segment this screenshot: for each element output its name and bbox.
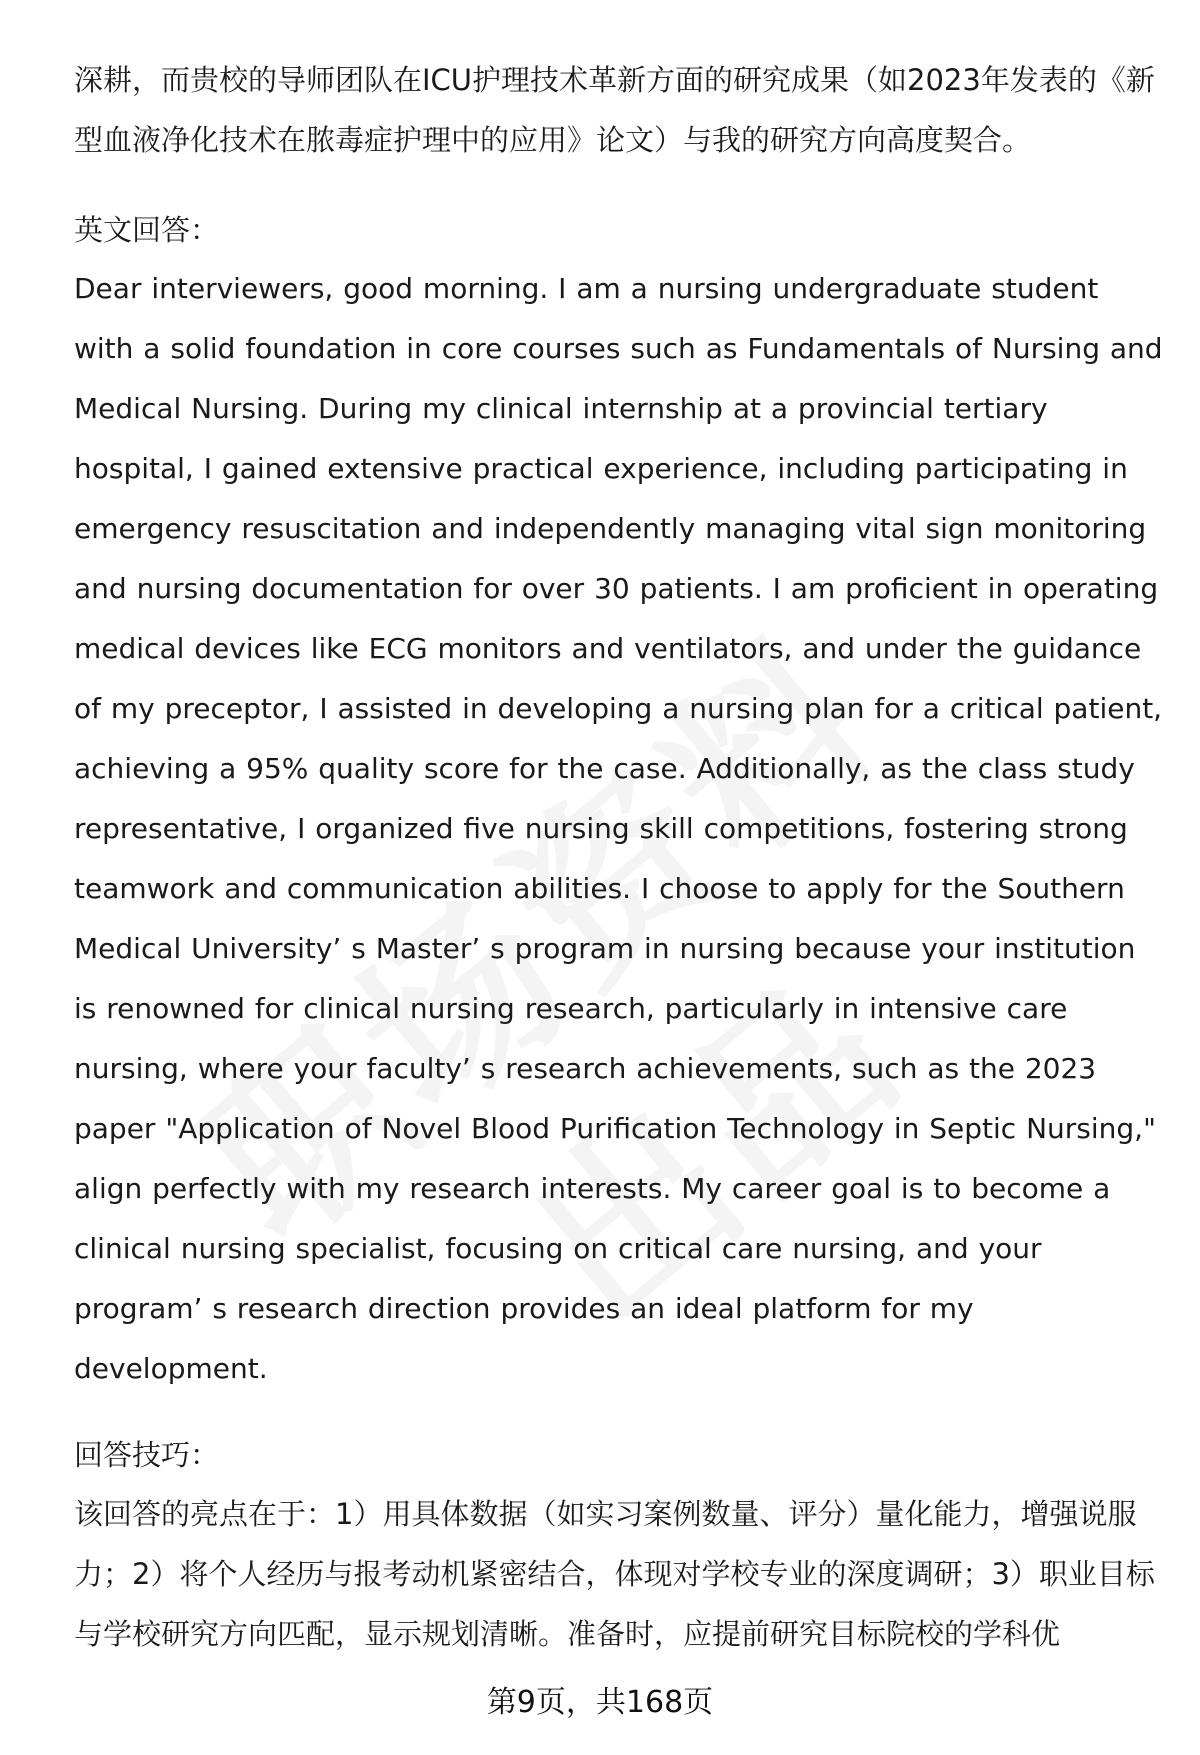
tips-paragraph: 该回答的亮点在于：1）用具体数据（如实习案例数量、评分）量化能力，增强说服力；2）将个人经历与报考动机紧密结合，体现对学校专业的深度调研；3）职业目标与学校研究方向匹配，显示规划清晰。准备时，应提前研究目标院校的学科优 — [74, 1497, 1155, 1651]
page-footer: 第9页，共168页 — [486, 1685, 714, 1720]
tips-label: 回答技巧： — [74, 1438, 220, 1472]
intro-paragraph: 深耕，而贵校的导师团队在ICU护理技术革新方面的研究成果（如2023年发表的《新型血液净化技术在脓毒症护理中的应用》论文）与我的研究方向高度契合。 — [74, 63, 1155, 157]
english-answer-label: 英文回答： — [74, 213, 220, 247]
english-answer-paragraph: Dear interviewers, good morning. I am a nursing undergraduate student with a solid foundation in core courses such as Fundamentals of Nursing and Medical Nursing. During my clinical internship at a provincial tertiary hospital, I gained extensive practical experience, including participating in emergency resuscitation and independently managing vital sign monitoring and nursing documentation for over 30 patients. I am proficient in operating medical devices like ECG monitors and ventilators, and under the guidance of my preceptor, I assisted in developing a nursing plan for a critical patient, achieving a 95% quality score for the case. Additionally, as the class study representative, I organized five nursing skill competitions, fostering strong teamwork and communication abilities. I choose to apply for the Southern Medical University’ s Master’ s program in nursing because your institution is renowned for clinical nursing research, particularly in intensive care nursing, where your faculty’ s research achievements, such as the 2023 paper "Application of Novel Blood Purification Technology in Septic Nursing," align perfectly with my research interests. My career goal is to become a clinical nursing specialist, focusing on critical care nursing, and your program’ s research direction provides an ideal platform for my development. — [74, 272, 1163, 1385]
